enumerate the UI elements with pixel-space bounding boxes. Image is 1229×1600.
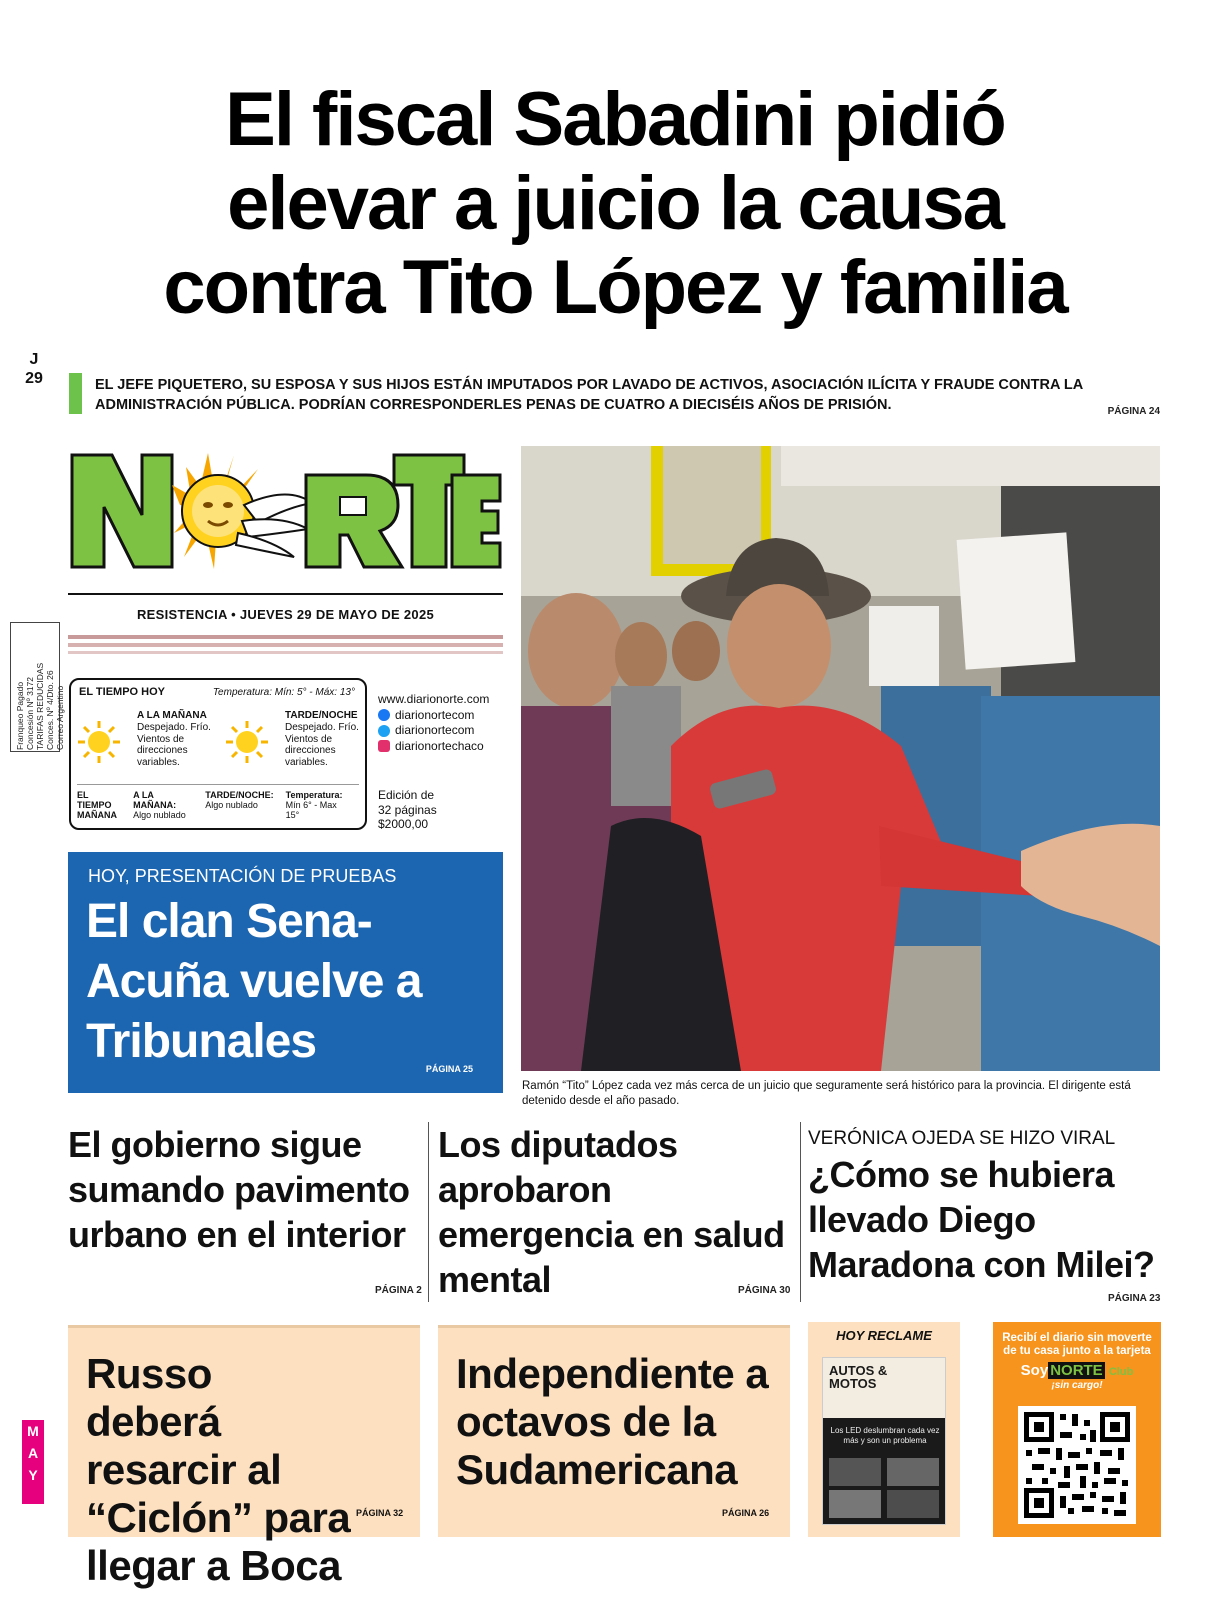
stripe-divider [68,635,503,639]
story-russo[interactable] [68,1325,420,1589]
twitter-link[interactable] [378,723,508,739]
norte-logo-graphic [68,445,503,575]
main-page-ref: PÁGINA 24 [1107,406,1160,417]
postal-text [11,623,65,753]
story-page-ref: PÁGINA 26 [722,1508,770,1518]
story-title: Independiente a octavos de la Sudamericana [456,1350,769,1493]
stripe-divider [68,643,503,647]
edition-info [378,788,498,832]
edition-price: $2000,00 [378,817,429,831]
clan-sena-story[interactable] [68,848,503,1093]
evening-label: TARDE/NOCHE [285,710,358,721]
twitter-handle: diarionortecom [395,723,475,737]
main-headline[interactable] [40,78,1190,330]
postal-line: Conces. Nº 4/Dto. 26 [45,670,55,750]
date-line: RESISTENCIA • JUEVES 29 DE MAYO DE 2025 [68,593,503,622]
soy-norte-club-promo[interactable] [993,1322,1161,1537]
facebook-link[interactable] [378,708,508,724]
qr-code-graphic [1024,1412,1130,1518]
tomorrow-evening-label: TARDE/NOCHE: [205,790,274,800]
instagram-link[interactable] [378,739,508,755]
edition-line: 32 páginas [378,802,437,817]
club-text-line: Recibí el diario sin moverte [1002,1332,1152,1344]
stripe-divider [68,651,503,654]
photo-tito-lopez [521,446,1160,1071]
story-page-ref: PÁGINA 30 [738,1285,791,1296]
story-title: Russo deberá resarcir al “Ciclón” para llegar a Boca [86,1350,351,1589]
side-day-marker [22,350,46,388]
tomorrow-morning-label: A LA MAÑANA: [133,790,177,810]
tomorrow-morning-desc: Algo nublado [133,810,186,820]
month-letter: M [27,1423,39,1439]
weather-box [69,678,367,830]
story-title: El clan Sena-Acuña vuelve a Tribunales [86,895,422,1068]
story-title: Los diputados aprobaron emergencia en salud mental [438,1124,785,1300]
magazine-cover [822,1357,946,1525]
column-divider [428,1122,429,1302]
column-divider [800,1122,801,1302]
story-independiente[interactable] [438,1325,790,1537]
lead-photo[interactable] [521,446,1160,1071]
day-number: 29 [25,370,43,387]
reclame-title: HOY RECLAME [836,1328,932,1343]
headline-line-3: contra Tito López y familia [163,245,1067,330]
photo-caption: Ramón “Tito” López cada vez más cerca de un juicio que seguramente será histórico para la provincia. El dirigente está detenido desde el año pasado. [522,1080,1131,1107]
social-links [378,692,508,754]
story-page-ref: PÁGINA 32 [356,1508,404,1518]
weather-temperature: Temperatura: Mín: 5° - Máx: 13° [212,687,355,698]
story-pavimento[interactable] [68,1122,413,1257]
sun-icon [225,720,269,764]
postal-franqueo-box [10,622,65,752]
sun-icon [77,720,121,764]
magazine-tagline: Los LED deslumbran cada vez más y son un problema [830,1426,940,1445]
sun-logo-icon [172,453,312,569]
twitter-icon [378,725,390,737]
headline-line-1: El fiscal Sabadini pidió [225,77,1005,162]
month-tag [22,1420,44,1504]
reclame-promo[interactable] [808,1322,960,1537]
club-tagline: ¡sin cargo! [1051,1380,1103,1391]
weather-morning [71,710,211,785]
postal-line: TARIFAS REDUCIDAS [35,662,45,750]
club-text-line: de tu casa junto a la tarjeta [1003,1345,1151,1357]
tomorrow-evening-desc: Algo nublado [205,800,258,810]
qr-code[interactable] [1018,1406,1136,1524]
postal-line: Correo Argentino [55,685,65,750]
story-page-ref: PÁGINA 23 [1108,1293,1161,1304]
subhead-accent-bar [69,373,82,414]
instagram-icon [378,740,390,752]
weather-title: EL TIEMPO HOY [79,686,165,698]
story-title: El gobierno sigue sumando pavimento urbano en el interior [68,1124,410,1255]
story-kicker: VERÓNICA OJEDA SE HIZO VIRAL [808,1128,1116,1149]
story-title: ¿Cómo se hubiera llevado Diego Maradona con Milei? [808,1154,1155,1285]
month-letter: A [27,1445,39,1461]
story-kicker: HOY, PRESENTACIÓN DE PRUEBAS [88,866,397,886]
norte-logo[interactable] [68,445,503,575]
evening-desc: Despejado. Frío. Vientos de direcciones variables. [285,722,359,768]
story-page-ref: PÁGINA 25 [425,1064,473,1074]
club-brand: Soy NORTE Club [1020,1362,1134,1379]
postal-line: Franqueo Pagado [15,681,25,750]
website-link[interactable]: www.diarionorte.com [378,692,490,706]
story-page-ref: PÁGINA 2 [375,1285,422,1296]
month-letter: Y [28,1467,38,1483]
story-maradona[interactable] [808,1128,1168,1287]
morning-desc: Despejado. Frío. Vientos de direcciones variables. [137,722,211,768]
tomorrow-title: EL TIEMPO [77,790,112,810]
subhead: EL JEFE PIQUETERO, SU ESPOSA Y SUS HIJOS ESTÁN IMPUTADOS POR LAVADO DE ACTIVOS, ASOCIACIÓN ILÍCITA Y FRAUDE CONTRA LA ADMINISTRACIÓN PÚBLICA. PODRÍAN CORRESPONDERLES PENAS DE CUATRO A DIECISÉIS AÑOS DE PRISIÓN. [95,377,1083,413]
weather-evening [219,710,359,785]
tomorrow-temp-label: Temperatura: [285,790,343,800]
tomorrow-title: MAÑANA [77,810,117,820]
story-salud-mental[interactable] [438,1122,791,1302]
facebook-icon [378,709,390,721]
club-text [993,1332,1161,1392]
facebook-handle: diarionortecom [395,707,475,722]
headline-line-2: elevar a juicio la causa [227,161,1003,246]
instagram-handle: diarionortechaco [395,738,484,753]
morning-label: A LA MAÑANA [137,710,207,721]
magazine-name: AUTOS & MOTOS [829,1363,888,1391]
edition-line: Edición de [378,788,435,802]
day-letter: J [29,351,39,368]
tomorrow-temp-value: Mín 6° - Max 15° [285,800,337,820]
postal-line: Concesión Nº 3172 [25,676,35,750]
weather-tomorrow [77,784,359,820]
